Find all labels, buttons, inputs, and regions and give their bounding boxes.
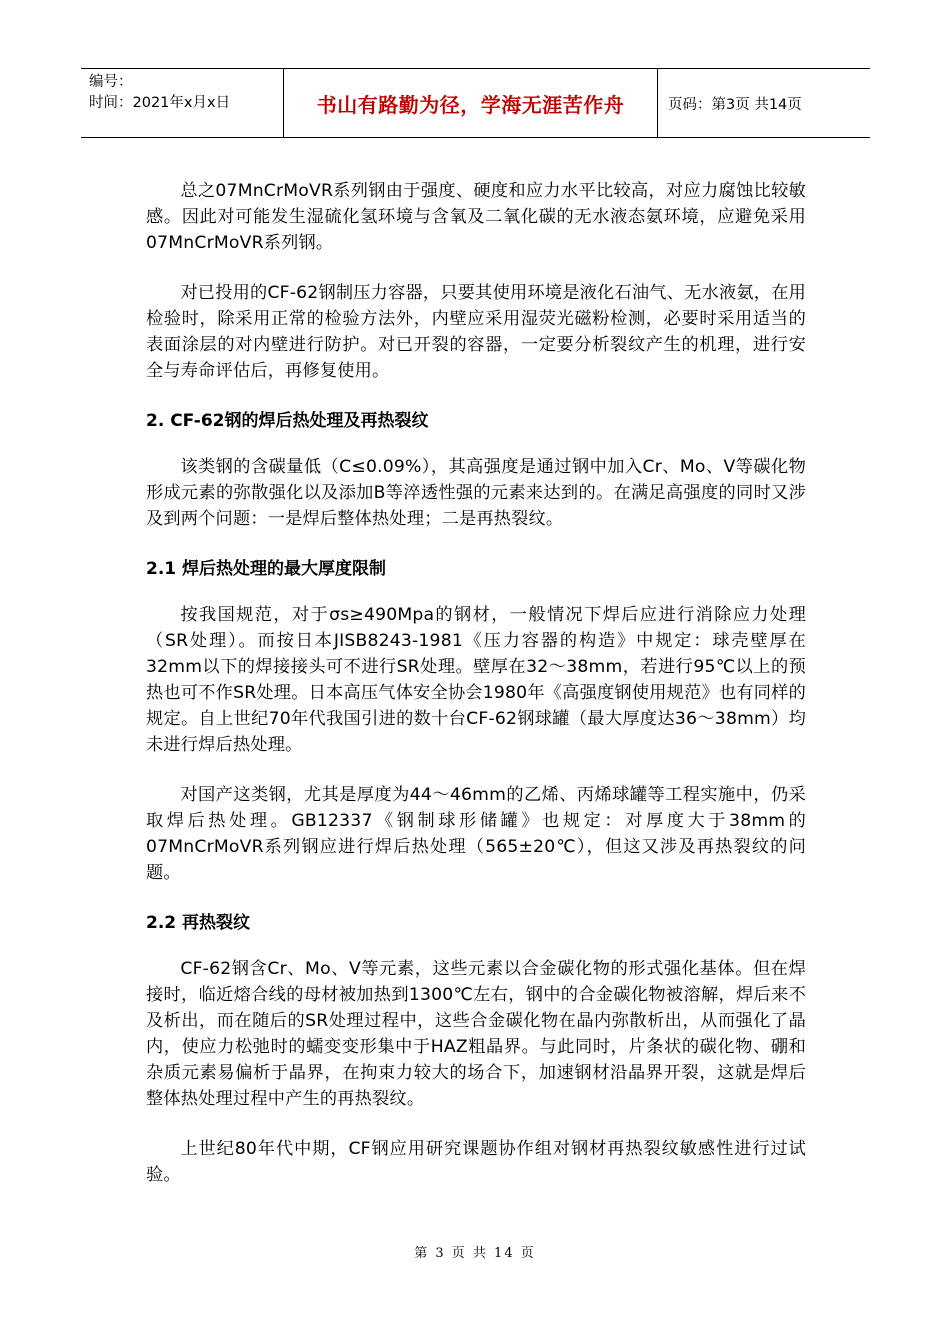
time-label: 时间：2021年x月x日: [89, 95, 231, 111]
header-meta: [81, 69, 284, 137]
section-heading: 2.1 焊后热处理的最大厚度限制: [146, 559, 387, 579]
page-footer: 第 3 页 共 14 页: [414, 1246, 536, 1261]
header-page-label: 页码：第3页 共14页: [668, 96, 802, 113]
header-motto: 书山有路勤为径，学海无涯苦作舟: [284, 69, 658, 137]
section-heading: 2.2 再热裂纹: [146, 913, 251, 933]
paragraph: 总之07MnCrMoVR系列钢由于强度、硬度和应力水平比较高，对应力腐蚀比较敏感。因此对可能发生湿硫化氢环境与含氧及二氧化碳的无水液态氨环境，应避免采用07MnCrMoVR系列钢。: [146, 181, 806, 253]
document-body: [146, 178, 806, 1212]
paragraph: 对国产这类钢，尤其是厚度为44～46mm的乙烯、丙烯球罐等工程实施中，仍采取焊后热处理。GB12337《钢制球形储罐》也规定：对厚度大于38mm的07MnCrMoVR系列钢应进行焊后热处理（565±20℃），但这又涉及再热裂纹的问题。: [146, 785, 806, 883]
paragraph: CF-62钢含Cr、Mo、V等元素，这些元素以合金碳化物的形式强化基体。但在焊接时，临近熔合线的母材被加热到1300℃左右，钢中的合金碳化物被溶解，焊后来不及析出，而在随后的SR处理过程中，这些合金碳化物在晶内弥散析出，从而强化了晶内，使应力松弛时的蠕变变形集中于HAZ粗晶界。与此同时，片条状的碳化物、硼和杂质元素易偏析于晶界，在拘束力较大的场合下，加速钢材沿晶界开裂，这就是焊后整体热处理过程中产生的再热裂纹。: [146, 959, 806, 1109]
paragraph: 对已投用的CF-62钢制压力容器，只要其使用环境是液化石油气、无水液氨，在用检验时，除采用正常的检验方法外，内壁应采用湿荧光磁粉检测，必要时采用适当的表面涂层的对内壁进行防护。对已开裂的容器，一定要分析裂纹产生的机理，进行安全与寿命评估后，再修复使用。: [146, 283, 806, 381]
paragraph: 按我国规范，对于σs≥490Mpa的钢材，一般情况下焊后应进行消除应力处理（SR处理）。而按日本JISB8243-1981《压力容器的构造》中规定：球壳壁厚在32mm以下的焊接接头可不进行SR处理。壁厚在32～38mm，若进行95℃以上的预热也可不作SR处理。日本高压气体安全协会1980年《高强度钢使用规范》也有同样的规定。自上世纪70年代我国引进的数十台CF-62钢球罐（最大厚度达36～38mm）均未进行焊后热处理。: [146, 605, 806, 755]
paragraph: 该类钢的含碳量低（C≤0.09%），其高强度是通过钢中加入Cr、Mo、V等碳化物形成元素的弥散强化以及添加B等淬透性强的元素来达到的。在满足高强度的同时又涉及到两个问题：一是焊后整体热处理；二是再热裂纹。: [146, 457, 806, 529]
paragraph: 上世纪80年代中期，CF钢应用研究课题协作组对钢材再热裂纹敏感性进行过试验。: [146, 1139, 806, 1185]
page-header: [81, 68, 870, 138]
number-label: 编号：: [89, 74, 133, 90]
section-heading: 2. CF-62钢的焊后热处理及再热裂纹: [146, 411, 429, 431]
